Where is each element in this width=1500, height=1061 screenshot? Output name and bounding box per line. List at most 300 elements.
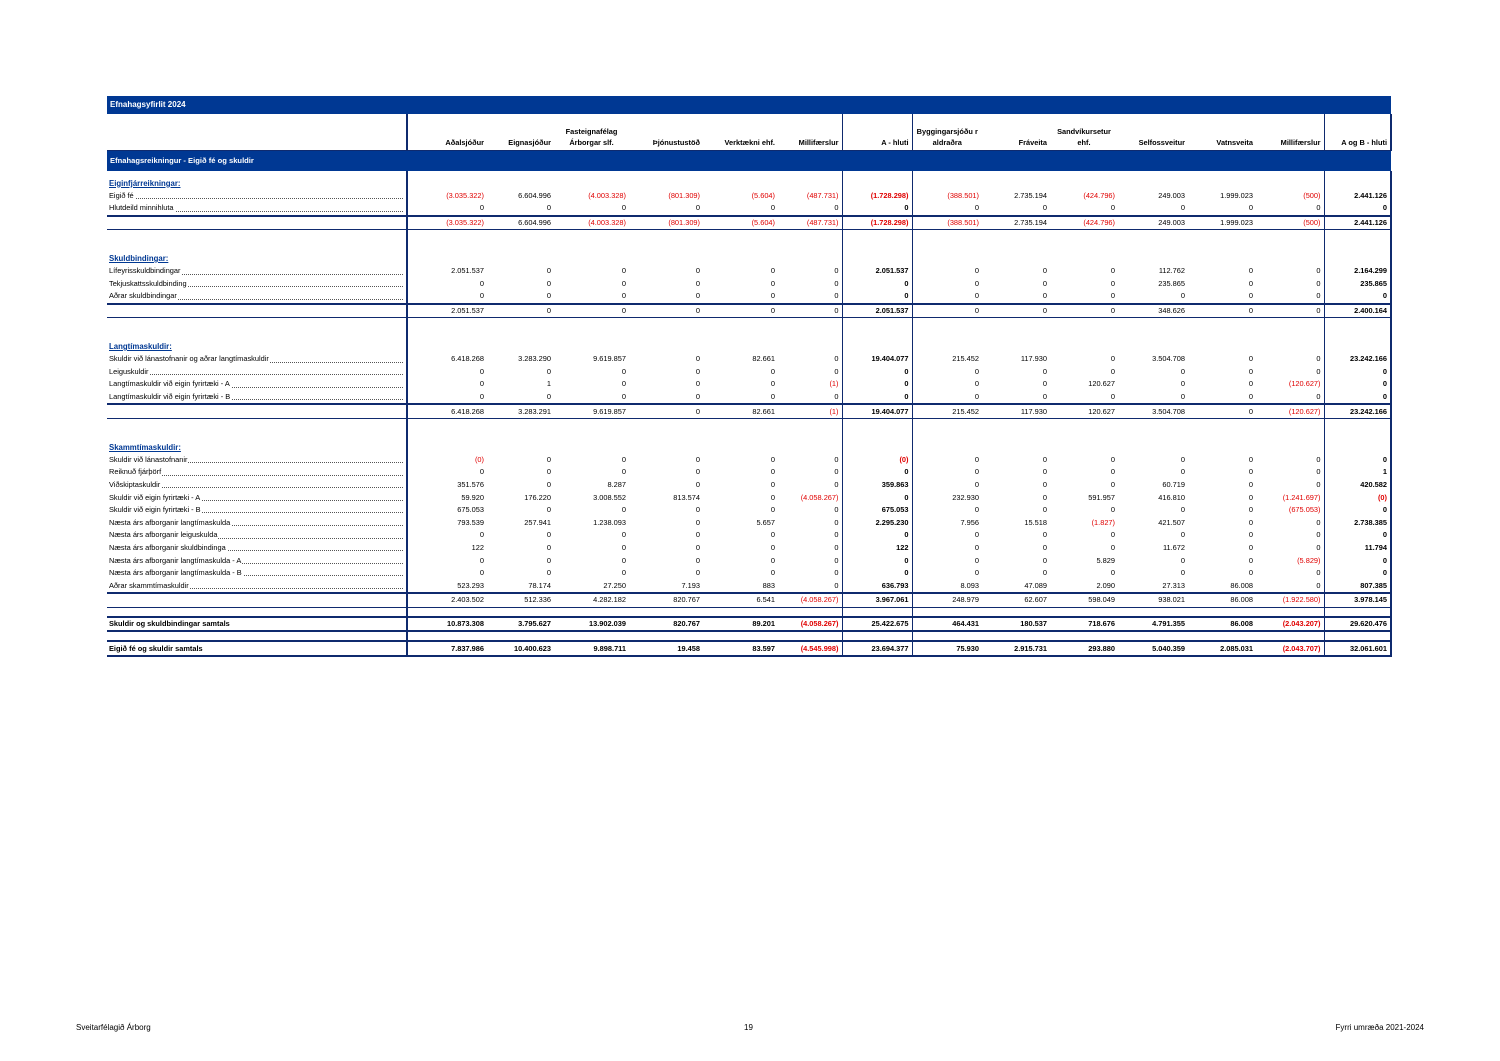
value-cell: 0: [695, 454, 700, 464]
value-cell: 0: [407, 466, 487, 479]
column-header: Vatnsveita: [1188, 114, 1256, 151]
value-cell: 0: [1248, 454, 1253, 464]
value-cell: 0: [695, 467, 700, 477]
grand-total-label: Eigið fé og skuldir samtals: [107, 641, 407, 656]
table-row: [107, 353, 1391, 366]
value-cell: 2.085.031: [1188, 641, 1256, 656]
value-cell: 82.661: [703, 404, 778, 418]
value-cell: 0: [407, 378, 487, 391]
value-cell: 813.574: [673, 492, 700, 502]
value-cell: 75.930: [912, 641, 982, 656]
value-cell: 2.735.194: [1014, 190, 1047, 200]
row-label: Lífeyrisskuldbindingar: [107, 265, 407, 278]
page-number: 19: [744, 1023, 753, 1032]
row-label: Langtímaskuldir við eigin fyrirtæki - B: [107, 391, 407, 405]
value-cell: 83.597: [703, 641, 778, 656]
value-cell: 0: [1324, 554, 1391, 567]
value-cell: 0: [1180, 454, 1185, 464]
value-cell: 0: [834, 542, 839, 552]
value-cell: (1.241.697): [1282, 492, 1321, 502]
value-cell: (1): [829, 379, 839, 389]
value-cell: (4.003.328): [588, 190, 626, 200]
value-cell: 0: [407, 391, 487, 405]
value-cell: 0: [1316, 580, 1321, 590]
value-cell: 0: [1180, 530, 1185, 540]
value-cell: 122: [407, 542, 487, 555]
value-cell: 0: [1042, 203, 1047, 213]
value-cell: 2.051.537: [842, 304, 912, 318]
table-row: [107, 265, 1391, 278]
column-header: Millifærslur: [1256, 114, 1324, 151]
value-cell: 3.978.145: [1324, 593, 1391, 607]
value-cell: 0: [912, 504, 982, 517]
value-cell: 0: [695, 479, 700, 489]
value-cell: 0: [1316, 454, 1321, 464]
value-cell: 7.193: [681, 580, 700, 590]
value-cell: 0: [1248, 366, 1253, 376]
value-cell: 0: [1188, 404, 1256, 418]
value-cell: 9.898.711: [554, 641, 629, 656]
row-label: Skuldir við lánastofnanir: [107, 454, 407, 467]
value-cell: 598.049: [1050, 593, 1118, 607]
value-cell: 0: [1042, 454, 1047, 464]
value-cell: 11.794: [1324, 542, 1391, 555]
value-cell: 0: [834, 479, 839, 489]
value-cell: 636.793: [842, 579, 912, 593]
value-cell: 2.051.537: [407, 265, 487, 278]
footer-note: Fyrri umræða 2021-2024: [1335, 1023, 1424, 1032]
value-cell: 0: [1248, 278, 1253, 288]
value-cell: 0: [1042, 467, 1047, 477]
value-cell: 0: [1180, 505, 1185, 515]
value-cell: 1: [1324, 466, 1391, 479]
value-cell: 421.507: [1158, 517, 1185, 527]
value-cell: 215.452: [912, 353, 982, 366]
table-row: [107, 378, 1391, 391]
value-cell: 0: [912, 466, 982, 479]
value-cell: 0: [842, 391, 912, 405]
row-label: Reiknuð fjárþörf: [107, 466, 407, 479]
value-cell: 0: [1188, 304, 1256, 318]
value-cell: 0: [1110, 505, 1115, 515]
value-cell: 0: [629, 404, 703, 418]
row-label: Hlutdeild minnihluta: [107, 202, 407, 216]
value-cell: 0: [912, 542, 982, 555]
value-cell: 8.093: [912, 579, 982, 593]
value-cell: (801.309): [629, 216, 703, 230]
row-label: Skuldir við eigin fyrirtæki - B: [107, 504, 407, 517]
column-header: A - hluti: [842, 114, 912, 151]
column-header: Eignasjóður: [487, 114, 554, 151]
value-cell: 2.295.230: [842, 516, 912, 529]
value-cell: 0: [842, 290, 912, 304]
value-cell: 27.250: [603, 580, 626, 590]
value-cell: 0: [834, 530, 839, 540]
value-cell: 2.400.164: [1324, 304, 1391, 318]
section-band: [107, 151, 1391, 172]
value-cell: 0: [546, 555, 551, 565]
value-cell: 0: [621, 278, 626, 288]
value-cell: 0: [407, 529, 487, 542]
value-cell: 4.791.355: [1118, 617, 1188, 632]
value-cell: 6.604.996: [518, 190, 551, 200]
value-cell: 10.400.623: [487, 641, 554, 656]
value-cell: 2.441.126: [1324, 190, 1391, 203]
value-cell: 0: [621, 392, 626, 402]
value-cell: 0: [1324, 378, 1391, 391]
value-cell: 10.873.308: [407, 617, 487, 632]
value-cell: 0: [834, 467, 839, 477]
value-cell: 0: [1248, 467, 1253, 477]
value-cell: 3.795.627: [487, 617, 554, 632]
value-cell: 0: [912, 265, 982, 278]
value-cell: 0: [703, 304, 778, 318]
table-row: [107, 202, 1391, 216]
value-cell: 3.283.290: [518, 354, 551, 364]
value-cell: 0: [912, 479, 982, 492]
row-label: Næsta árs afborganir leiguskulda: [107, 529, 407, 542]
value-cell: 3.504.708: [1118, 404, 1188, 418]
value-cell: 0: [1042, 555, 1047, 565]
value-cell: 0: [842, 466, 912, 479]
value-cell: 0: [546, 291, 551, 301]
value-cell: 0: [695, 555, 700, 565]
value-cell: 249.003: [1118, 216, 1188, 230]
column-header: Verktækni ehf.: [703, 114, 778, 151]
value-cell: 19.458: [629, 641, 703, 656]
value-cell: 0: [912, 554, 982, 567]
value-cell: 0: [1316, 366, 1321, 376]
value-cell: 0: [1180, 203, 1185, 213]
value-cell: 89.201: [703, 617, 778, 632]
value-cell: 13.902.039: [554, 617, 629, 632]
row-label: Eigið fé: [107, 190, 407, 203]
value-cell: 0: [621, 454, 626, 464]
value-cell: 235.865: [1324, 278, 1391, 291]
value-cell: (1): [778, 404, 842, 418]
value-cell: 0: [842, 529, 912, 542]
value-cell: 0: [621, 291, 626, 301]
value-cell: 0: [1110, 479, 1115, 489]
value-cell: 0: [912, 529, 982, 542]
table-row: [107, 516, 1391, 529]
value-cell: 23.242.166: [1324, 353, 1391, 366]
value-cell: 122: [842, 542, 912, 555]
value-cell: 0: [770, 479, 775, 489]
section-title: Langtímaskuldir:: [109, 341, 172, 351]
value-cell: 0: [842, 567, 912, 580]
value-cell: 0: [695, 530, 700, 540]
value-cell: 232.930: [912, 491, 982, 504]
value-cell: 0: [546, 479, 551, 489]
value-cell: (4.058.267): [800, 492, 839, 502]
value-cell: 820.767: [629, 617, 703, 632]
value-cell: 1: [546, 379, 551, 389]
value-cell: 0: [1248, 291, 1253, 301]
value-cell: 359.863: [842, 479, 912, 492]
value-cell: 0: [1248, 392, 1253, 402]
value-cell: 0: [1180, 366, 1185, 376]
value-cell: 0: [1316, 479, 1321, 489]
value-cell: 0: [1110, 392, 1115, 402]
value-cell: 0: [1110, 354, 1115, 364]
value-cell: 0: [695, 366, 700, 376]
value-cell: 0: [842, 491, 912, 504]
value-cell: 0: [621, 203, 626, 213]
value-cell: 0: [1248, 203, 1253, 213]
value-cell: 6.541: [703, 593, 778, 607]
value-cell: 0: [1316, 530, 1321, 540]
value-cell: 0: [842, 278, 912, 291]
value-cell: 0: [621, 366, 626, 376]
value-cell: 0: [842, 378, 912, 391]
row-label: Leiguskuldir: [107, 366, 407, 379]
value-cell: 0: [912, 290, 982, 304]
value-cell: 0: [487, 304, 554, 318]
value-cell: 0: [407, 554, 487, 567]
value-cell: 0: [834, 354, 839, 364]
value-cell: 348.626: [1118, 304, 1188, 318]
value-cell: 938.021: [1118, 593, 1188, 607]
value-cell: 0: [912, 366, 982, 379]
value-cell: 0: [1316, 517, 1321, 527]
value-cell: 0: [1042, 278, 1047, 288]
value-cell: 23.694.377: [842, 641, 912, 656]
value-cell: 7.956: [912, 516, 982, 529]
value-cell: 0: [834, 517, 839, 527]
value-cell: 820.767: [629, 593, 703, 607]
value-cell: (5.829): [1297, 555, 1321, 565]
value-cell: 86.008: [1188, 593, 1256, 607]
value-cell: 0: [834, 266, 839, 276]
grand-total-label: Skuldir og skuldbindingar samtals: [107, 617, 407, 632]
value-cell: 0: [1324, 290, 1391, 304]
value-cell: 0: [621, 542, 626, 552]
value-cell: 0: [1042, 366, 1047, 376]
value-cell: 2.441.126: [1324, 216, 1391, 230]
value-cell: 0: [1110, 542, 1115, 552]
row-label: Skuldir við lánastofnanir og aðrar langtímaskuldir: [107, 353, 407, 366]
value-cell: 1.999.023: [1188, 216, 1256, 230]
row-label: Næsta árs afborganir skuldbindinga: [107, 542, 407, 555]
value-cell: 1.238.093: [593, 517, 626, 527]
value-cell: 0: [1110, 530, 1115, 540]
value-cell: 0: [695, 291, 700, 301]
value-cell: 0: [546, 505, 551, 515]
table-row: [107, 190, 1391, 203]
value-cell: 0: [842, 202, 912, 216]
value-cell: 0: [546, 542, 551, 552]
value-cell: 718.676: [1050, 617, 1118, 632]
value-cell: 512.336: [487, 593, 554, 607]
row-label: Aðrar skuldbindingar: [107, 290, 407, 304]
value-cell: 0: [1324, 391, 1391, 405]
value-cell: 0: [1248, 492, 1253, 502]
value-cell: 120.627: [1088, 379, 1115, 389]
value-cell: 0: [1180, 291, 1185, 301]
value-cell: 0: [1248, 354, 1253, 364]
value-cell: 0: [1042, 530, 1047, 540]
value-cell: 0: [834, 505, 839, 515]
value-cell: 249.003: [1158, 190, 1185, 200]
value-cell: 25.422.675: [842, 617, 912, 632]
value-cell: 0: [546, 568, 551, 578]
value-cell: 0: [770, 291, 775, 301]
value-cell: (5.604): [703, 216, 778, 230]
spacer-row: [107, 427, 1391, 435]
value-cell: 9.619.857: [593, 354, 626, 364]
value-cell: 0: [1248, 530, 1253, 540]
column-header: Selfossveitur: [1118, 114, 1188, 151]
value-cell: 2.051.537: [842, 265, 912, 278]
value-cell: (801.309): [668, 190, 700, 200]
value-cell: 0: [1042, 568, 1047, 578]
value-cell: 0: [1180, 467, 1185, 477]
value-cell: 60.719: [1162, 479, 1185, 489]
value-cell: 0: [834, 580, 839, 590]
value-cell: 0: [1110, 266, 1115, 276]
value-cell: 0: [546, 203, 551, 213]
grand-total-row: [107, 617, 1391, 632]
value-cell: 0: [1042, 505, 1047, 515]
value-cell: 176.220: [524, 492, 551, 502]
value-cell: 0: [912, 567, 982, 580]
value-cell: 0: [695, 203, 700, 213]
subtotal-label: [107, 404, 407, 418]
value-cell: 47.089: [1024, 580, 1047, 590]
row-label: Aðrar skammtímaskuldir: [107, 579, 407, 593]
value-cell: 0: [1042, 379, 1047, 389]
value-cell: (4.003.328): [554, 216, 629, 230]
value-cell: 86.008: [1188, 617, 1256, 632]
balance-table: [107, 114, 1392, 657]
table-row: [107, 466, 1391, 479]
value-cell: 807.385: [1324, 579, 1391, 593]
value-cell: 120.627: [1050, 404, 1118, 418]
value-cell: (3.035.322): [407, 216, 487, 230]
value-cell: 0: [834, 392, 839, 402]
value-cell: 0: [770, 492, 775, 502]
value-cell: 351.576: [407, 479, 487, 492]
value-cell: 0: [1180, 392, 1185, 402]
value-cell: 0: [621, 530, 626, 540]
value-cell: 32.061.601: [1324, 641, 1391, 656]
value-cell: 0: [621, 505, 626, 515]
value-cell: 793.539: [407, 516, 487, 529]
value-cell: 420.582: [1324, 479, 1391, 492]
value-cell: 7.837.986: [407, 641, 487, 656]
value-cell: 2.090: [1096, 580, 1115, 590]
value-cell: 0: [982, 304, 1050, 318]
column-header: A og B - hluti: [1324, 114, 1391, 151]
value-cell: 0: [770, 530, 775, 540]
value-cell: 0: [621, 266, 626, 276]
value-cell: 2.738.385: [1324, 516, 1391, 529]
value-cell: (500): [1303, 190, 1321, 200]
value-cell: 11.672: [1162, 542, 1185, 552]
value-cell: 0: [1324, 202, 1391, 216]
value-cell: 82.661: [752, 354, 775, 364]
value-cell: (487.731): [778, 216, 842, 230]
value-cell: 591.957: [1088, 492, 1115, 502]
value-cell: 0: [407, 202, 487, 216]
value-cell: 0: [1324, 454, 1391, 467]
subtotal-row: [107, 304, 1391, 318]
value-cell: 0: [834, 203, 839, 213]
value-cell: 523.293: [407, 579, 487, 593]
value-cell: 3.504.708: [1152, 354, 1185, 364]
value-cell: 0: [546, 392, 551, 402]
table-row: [107, 366, 1391, 379]
value-cell: 0: [1248, 517, 1253, 527]
value-cell: 0: [621, 379, 626, 389]
value-cell: 0: [546, 366, 551, 376]
value-cell: 112.762: [1158, 266, 1185, 276]
value-cell: 0: [1316, 542, 1321, 552]
value-cell: 3.283.291: [487, 404, 554, 418]
value-cell: (1.827): [1091, 517, 1115, 527]
value-cell: 0: [407, 366, 487, 379]
value-cell: 0: [1050, 304, 1118, 318]
value-cell: 29.620.476: [1324, 617, 1391, 632]
value-cell: 180.537: [982, 617, 1050, 632]
value-cell: 0: [546, 530, 551, 540]
value-cell: 0: [834, 278, 839, 288]
value-cell: 3.967.061: [842, 593, 912, 607]
column-header: Þjónustustöð: [629, 114, 703, 151]
row-label: Langtímaskuldir við eigin fyrirtæki - A: [107, 378, 407, 391]
value-cell: 6.418.268: [407, 353, 487, 366]
value-cell: (1.922.580): [1256, 593, 1324, 607]
subtotal-row: [107, 404, 1391, 418]
value-cell: 416.810: [1158, 492, 1185, 502]
value-cell: 0: [770, 542, 775, 552]
value-cell: 0: [1256, 304, 1324, 318]
value-cell: 0: [770, 454, 775, 464]
value-cell: 0: [1180, 568, 1185, 578]
value-cell: (500): [1256, 216, 1324, 230]
value-cell: 0: [1042, 392, 1047, 402]
value-cell: 78.174: [528, 580, 551, 590]
band-label: Efnahagsreikningur - Eigið fé og skuldir: [107, 151, 1391, 172]
value-cell: 0: [621, 467, 626, 477]
value-cell: 0: [1042, 492, 1047, 502]
value-cell: 0: [842, 366, 912, 379]
value-cell: 0: [546, 454, 551, 464]
value-cell: 257.941: [524, 517, 551, 527]
subtotal-label: [107, 304, 407, 318]
spacer-row: [107, 238, 1391, 246]
value-cell: 293.880: [1050, 641, 1118, 656]
value-cell: 0: [842, 554, 912, 567]
spacer-row: [107, 418, 1391, 427]
value-cell: 0: [1110, 203, 1115, 213]
value-cell: 5.657: [756, 517, 775, 527]
table-row: [107, 479, 1391, 492]
value-cell: 2.735.194: [982, 216, 1050, 230]
value-cell: 0: [695, 542, 700, 552]
value-cell: (4.058.267): [778, 617, 842, 632]
value-cell: 0: [695, 278, 700, 288]
value-cell: 0: [1248, 505, 1253, 515]
section-title: Skuldbindingar:: [109, 253, 169, 263]
value-cell: 0: [695, 392, 700, 402]
value-cell: (3.035.322): [407, 190, 487, 203]
value-cell: 0: [770, 505, 775, 515]
column-header-row: [107, 114, 1391, 151]
value-cell: 19.404.077: [842, 404, 912, 418]
value-cell: 0: [770, 366, 775, 376]
